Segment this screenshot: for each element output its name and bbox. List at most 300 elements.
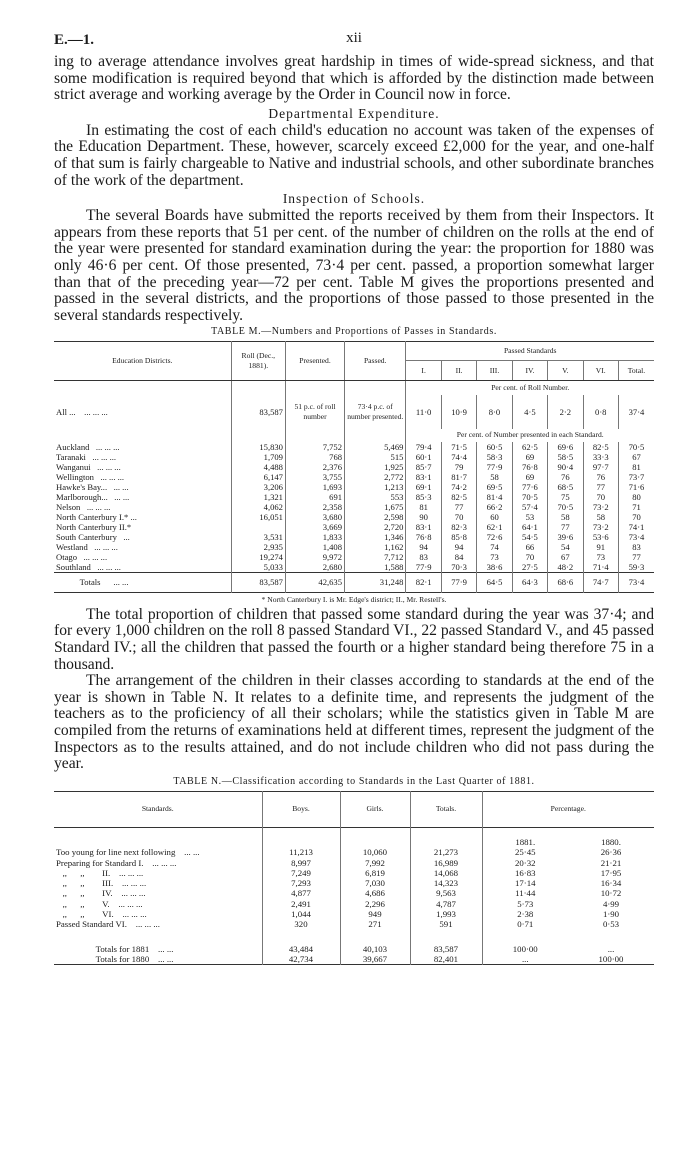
table-n-totals-1880-totals: 82,401 <box>410 954 482 965</box>
standard-percentage-1880: 1·90 <box>602 909 620 920</box>
table-m-std-header: Total. <box>618 361 654 381</box>
table-m-totals-value: 64·5 <box>477 572 512 592</box>
table-n-totals-1881-p1880: ... <box>607 943 615 954</box>
standard-percentage-1881: 0·71 <box>482 919 568 929</box>
district-name-cell <box>54 492 231 502</box>
standard-totals: 4,787 <box>410 899 482 909</box>
district-standard-value: 75 <box>548 492 583 502</box>
standard-percentage-1881: 5·73 <box>482 899 568 909</box>
leader-dots: ... ... ... <box>84 406 108 417</box>
district-standard-value: 54·5 <box>512 532 547 542</box>
district-roll: 2,935 <box>231 542 285 552</box>
district-standard-value: 57·4 <box>512 502 547 512</box>
table-m-header-presented: Presented. <box>285 342 344 381</box>
leader-dots: ... ... <box>158 953 174 964</box>
table-row <box>54 909 654 919</box>
district-presented: 691 <box>285 492 344 502</box>
leader-dots: ... ... <box>113 577 129 588</box>
district-roll: 5,033 <box>231 562 285 573</box>
table-n <box>54 791 654 965</box>
district-presented: 1,693 <box>285 482 344 492</box>
district-standard-value: 58 <box>548 512 583 522</box>
table-n-year-1881: 1881. <box>482 827 568 847</box>
district-name-cell <box>54 472 231 482</box>
leader-dots: ... ... <box>114 491 130 502</box>
paragraph-total-proportion: The total proportion of children that passed some standard during the year was 37·4; and for every 1,000 children on the roll 8 passed Standard VI., 22 passed Standard V., and 45 passed Standard IV.; all the children that passed the fourth or a higher standard being therefore 75 in a thousand. <box>54 605 654 673</box>
table-row <box>54 878 654 888</box>
district-name-cell <box>54 522 231 532</box>
district-name-cell <box>54 532 231 542</box>
district-standard-value: 76·8 <box>406 532 441 542</box>
table-m-all-value: 10·9 <box>441 395 476 429</box>
district-standard-value: 84 <box>441 552 476 562</box>
table-n-year-1880: 1880. <box>601 836 621 847</box>
district-standard-value: 66·2 <box>477 502 512 512</box>
district-name: Wellington <box>56 471 94 482</box>
table-row <box>54 542 654 552</box>
district-standard-value: 79 <box>441 462 476 472</box>
document-page <box>54 20 654 965</box>
standard-boys: 8,997 <box>262 858 340 868</box>
table-n-caption: TABLE N.—Classification according to Standards in the Last Quarter of 1881. <box>173 775 535 787</box>
district-standard-value: 59·3 <box>618 562 654 573</box>
report-code: E.—1. <box>54 32 95 48</box>
paragraph-expenditure: In estimating the cost of each child's education no account was taken of the expenses of the Education Department. These, however, scarcely exceed £2,000 for the year, and one-half of that sum is fairly chargeable to Native and industrial schools, and other subordinate branches of the work of the department. <box>54 121 654 189</box>
district-standard-value: 66 <box>512 542 547 552</box>
table-n-totals-1881-p1881: 100·00 <box>482 944 568 954</box>
standard-totals: 9,563 <box>410 888 482 898</box>
standard-totals: 14,323 <box>410 878 482 888</box>
standard-boys: 7,293 <box>262 878 340 888</box>
district-standard-value: 73 <box>477 552 512 562</box>
standard-label: ,, ,, V. <box>56 898 110 909</box>
table-m-subhead-roll: Per cent. of Roll Number. <box>406 381 654 395</box>
leader-dots: ... ... ... <box>86 501 111 512</box>
table-row <box>54 502 654 512</box>
standard-label: ,, ,, VI. <box>56 909 114 920</box>
district-standard-value: 70 <box>441 512 476 522</box>
district-name-cell <box>54 552 231 562</box>
district-standard-value: 77·9 <box>406 562 441 573</box>
table-m-header-passed-standards: Passed Standards <box>406 342 654 361</box>
district-standard-value: 72·6 <box>477 532 512 542</box>
table-row <box>54 899 654 909</box>
leader-dots: ... ... ... <box>100 471 125 482</box>
district-name-cell <box>54 452 231 462</box>
standard-totals: 16,989 <box>410 858 482 868</box>
standard-boys: 1,044 <box>262 909 340 919</box>
district-presented: 1,408 <box>285 542 344 552</box>
leader-dots: ... ... ... <box>119 867 144 878</box>
district-standard-value: 73·2 <box>583 502 618 512</box>
table-row <box>54 492 654 502</box>
table-m-header-passed: Passed. <box>345 342 406 381</box>
table-m-all-value: 37·4 <box>618 395 654 429</box>
leader-dots: ... ... ... <box>121 878 147 889</box>
district-standard-value: 77 <box>583 482 618 492</box>
table-m-header-roll: Roll (Dec., 1881). <box>231 342 285 381</box>
district-name-cell <box>54 502 231 512</box>
district-standard-value: 67 <box>548 552 583 562</box>
district-standard-value: 71·6 <box>618 482 654 492</box>
district-name: Taranaki <box>56 451 86 462</box>
district-standard-value: 76 <box>583 472 618 482</box>
district-standard-value: 62·5 <box>512 442 547 452</box>
district-passed: 1,162 <box>345 542 406 552</box>
standard-percentage-1880: 21·21 <box>600 857 622 868</box>
table-m-all-value: 0·8 <box>583 395 618 429</box>
district-standard-value: 71·4 <box>583 562 618 573</box>
table-n-totals-1881-girls: 40,103 <box>340 944 410 954</box>
district-name: Auckland <box>56 441 90 452</box>
district-standard-value: 81·7 <box>441 472 476 482</box>
standard-totals: 1,993 <box>410 909 482 919</box>
district-name: Nelson <box>56 501 81 512</box>
district-standard-value: 85·8 <box>441 532 476 542</box>
table-m-std-header: VI. <box>583 361 618 381</box>
table-m-footnote: * North Canterbury I. is Mr. Edge's district; II., Mr. Restell's. <box>261 594 447 604</box>
district-standard-value: 73·7 <box>618 472 654 482</box>
table-m-all-roll: 83,587 <box>231 395 285 429</box>
district-presented: 1,833 <box>285 532 344 542</box>
standard-percentage-1881: 25·45 <box>482 847 568 857</box>
standard-percentage-1881: 17·14 <box>482 878 568 888</box>
district-standard-value: 77 <box>441 502 476 512</box>
district-roll: 1,709 <box>231 452 285 462</box>
heading-departmental-expenditure: Departmental Expenditure. <box>268 105 440 121</box>
standard-label-cell <box>54 858 262 868</box>
standard-percentage-1881: 20·32 <box>482 858 568 868</box>
district-standard-value: 33·3 <box>583 452 618 462</box>
district-passed: 553 <box>345 492 406 502</box>
standard-percentage-1881: 11·44 <box>482 888 568 898</box>
district-standard-value: 85·3 <box>406 492 441 502</box>
district-name-cell <box>54 462 231 472</box>
leader-dots: ... ... ... <box>92 451 117 462</box>
table-n-header-boys: Boys. <box>262 791 340 827</box>
standard-percentage-1880: 17·95 <box>600 867 622 878</box>
standard-boys: 11,213 <box>262 847 340 857</box>
district-passed: 1,346 <box>345 532 406 542</box>
district-presented: 9,972 <box>285 552 344 562</box>
district-name-cell <box>54 542 231 552</box>
standard-percentage-1880: 16·34 <box>600 878 622 889</box>
district-standard-value: 67 <box>618 452 654 462</box>
district-passed: 1,213 <box>345 482 406 492</box>
table-m-all-value: 4·5 <box>512 395 547 429</box>
district-standard-value: 70·5 <box>512 492 547 502</box>
page-number: xii <box>346 30 362 46</box>
district-standard-value: 74·2 <box>441 482 476 492</box>
district-standard-value: 94 <box>441 542 476 552</box>
district-standard-value: 77·9 <box>477 462 512 472</box>
standard-totals: 21,273 <box>410 847 482 857</box>
standard-girls: 949 <box>340 909 410 919</box>
table-m-all-value: 8·0 <box>477 395 512 429</box>
standard-label: Passed Standard VI. <box>56 919 127 930</box>
district-passed: 1,675 <box>345 502 406 512</box>
table-m-totals-value: 74·7 <box>583 572 618 592</box>
district-standard-value: 54 <box>548 542 583 552</box>
table-n-totals-1881-boys: 43,484 <box>262 944 340 954</box>
district-standard-value: 58 <box>477 472 512 482</box>
district-presented: 2,680 <box>285 562 344 573</box>
district-passed: 2,598 <box>345 512 406 522</box>
table-n-totals-1881-label: Totals for 1881 <box>95 943 150 954</box>
standard-label-cell <box>54 909 262 919</box>
district-standard-value: 91 <box>583 542 618 552</box>
leader-dots: ... ... ... <box>122 909 147 920</box>
table-m-all-value: 11·0 <box>406 395 441 429</box>
district-standard-value: 90·4 <box>548 462 583 472</box>
standard-percentage-1880: 26·36 <box>600 847 622 858</box>
district-standard-value: 71·5 <box>441 442 476 452</box>
district-standard-value: 83 <box>618 542 654 552</box>
table-m-std-header: I. <box>406 361 441 381</box>
district-standard-value: 81 <box>618 462 654 472</box>
district-name: South Canterbury <box>56 531 117 542</box>
table-m-all-passed: 73·4 p.c. of number presented. <box>345 395 406 429</box>
district-name-cell <box>54 512 231 522</box>
table-row <box>54 442 654 452</box>
standard-label: Too young for line next following <box>56 847 176 858</box>
standard-boys: 320 <box>262 919 340 929</box>
district-name-cell <box>54 482 231 492</box>
district-name: Otago <box>56 551 78 562</box>
district-standard-value: 53·6 <box>583 532 618 542</box>
district-roll: 3,206 <box>231 482 285 492</box>
table-n-totals-1880-boys: 42,734 <box>262 954 340 965</box>
table-row <box>54 868 654 878</box>
standard-girls: 7,030 <box>340 878 410 888</box>
district-standard-value: 53 <box>512 512 547 522</box>
table-n-header-girls: Girls. <box>340 791 410 827</box>
paragraph-arrangement: The arrangement of the children in their classes according to standards at the end of the year is shown in Table N. It relates to a definite time, and represents the judgment of the teachers as to the proficiency of all their scholars; while the statistics given in Table M are compiled from the returns of examinations held at different times, represent the judgment of the Inspectors as to the results attained, and do not include children who did not pass during the year. <box>54 672 654 773</box>
leader-dots: ... ... ... <box>121 888 146 899</box>
table-m-all-value: 2·2 <box>548 395 583 429</box>
district-presented: 768 <box>285 452 344 462</box>
district-passed: 2,772 <box>345 472 406 482</box>
table-m-totals-value: 68·6 <box>548 572 583 592</box>
table-m-all-label: All ... <box>56 406 76 417</box>
district-name: Marlborough... <box>56 491 108 502</box>
district-passed: 515 <box>345 452 406 462</box>
district-standard-value: 90 <box>406 512 441 522</box>
district-standard-value: 81 <box>406 502 441 512</box>
table-m <box>54 341 654 593</box>
standard-percentage-1880: 0·53 <box>602 919 620 930</box>
district-roll: 4,488 <box>231 462 285 472</box>
standard-label-cell <box>54 868 262 878</box>
district-presented: 3,680 <box>285 512 344 522</box>
district-name: North Canterbury I.* ... <box>56 511 137 522</box>
leader-dots: ... ... ... <box>152 857 177 868</box>
table-n-rows <box>54 847 654 929</box>
district-roll: 16,051 <box>231 512 285 522</box>
district-roll: 1,321 <box>231 492 285 502</box>
table-row <box>54 482 654 492</box>
district-standard-value: 39·6 <box>548 532 583 542</box>
table-row <box>54 552 654 562</box>
leader-dots: ... ... <box>113 481 129 492</box>
district-presented: 2,376 <box>285 462 344 472</box>
standard-boys: 7,249 <box>262 868 340 878</box>
district-standard-value: 58·3 <box>477 452 512 462</box>
table-n-totals-1880-p1880: 100·00 <box>598 953 624 964</box>
table-row <box>54 512 654 522</box>
district-standard-value: 70 <box>512 552 547 562</box>
district-standard-value: 70 <box>583 492 618 502</box>
leader-dots: ... ... ... <box>97 561 121 572</box>
standard-totals: 14,068 <box>410 868 482 878</box>
table-m-totals-presented: 42,635 <box>285 572 344 592</box>
standard-label: ,, ,, II. <box>56 867 111 878</box>
district-standard-value: 74·4 <box>441 452 476 462</box>
table-n-totals-1880-label: Totals for 1880 <box>95 953 150 964</box>
district-name: Southland <box>56 561 91 572</box>
table-row <box>54 888 654 898</box>
table-m-header-district: Education Districts. <box>54 342 231 381</box>
standard-girls: 271 <box>340 919 410 929</box>
leader-dots: ... ... ... <box>83 551 108 562</box>
district-standard-value: 80 <box>618 492 654 502</box>
table-row <box>54 472 654 482</box>
leader-dots: ... ... ... <box>135 919 160 930</box>
district-standard-value: 77·6 <box>512 482 547 492</box>
standard-boys: 4,877 <box>262 888 340 898</box>
district-name: North Canterbury II.* <box>56 521 132 532</box>
district-standard-value: 71 <box>618 502 654 512</box>
standard-totals: 591 <box>410 919 482 929</box>
table-m-caption: TABLE M.—Numbers and Proportions of Passes in Standards. <box>211 326 497 338</box>
district-standard-value: 83 <box>406 552 441 562</box>
district-standard-value: 77 <box>618 552 654 562</box>
table-n-header-standards: Standards. <box>141 804 174 814</box>
district-standard-value: 70·5 <box>618 442 654 452</box>
district-presented: 7,752 <box>285 442 344 452</box>
paragraph-attendance: ing to average attendance involves great hardship in times of wide-spread sickness, and that some modification is required beyond that which is afforded by the distinction made between strict average and working average by the Order in Council now in force. <box>54 53 654 104</box>
district-standard-value: 70 <box>618 512 654 522</box>
leader-dots: ... <box>123 531 130 542</box>
district-standard-value: 60·5 <box>477 442 512 452</box>
district-name-cell <box>54 442 231 452</box>
table-row <box>54 532 654 542</box>
standard-label-cell <box>54 878 262 888</box>
table-m-totals-passed: 31,248 <box>345 572 406 592</box>
district-standard-value: 70·5 <box>548 502 583 512</box>
standard-label: Preparing for Standard I. <box>56 857 144 868</box>
standard-boys: 2,491 <box>262 899 340 909</box>
standard-label: ,, ,, III. <box>56 878 114 889</box>
district-roll <box>231 522 285 532</box>
table-row <box>54 858 654 868</box>
district-passed: 7,712 <box>345 552 406 562</box>
leader-dots: ... ... ... <box>94 541 118 552</box>
table-m-std-header: III. <box>477 361 512 381</box>
district-standard-value: 48·2 <box>548 562 583 573</box>
district-standard-value: 69·1 <box>406 482 441 492</box>
table-n-totals-1880-girls: 39,667 <box>340 954 410 965</box>
district-standard-value: 74·1 <box>618 522 654 532</box>
leader-dots: ... ... <box>158 943 174 954</box>
district-standard-value: 82·3 <box>441 522 476 532</box>
table-m-totals-value: 73·4 <box>618 572 654 592</box>
district-standard-value: 79·4 <box>406 442 441 452</box>
district-roll: 15,830 <box>231 442 285 452</box>
leader-dots: ... ... ... <box>95 441 120 452</box>
standard-percentage-1880: 10·72 <box>600 888 622 899</box>
district-passed: 5,469 <box>345 442 406 452</box>
table-row <box>54 452 654 462</box>
leader-dots: ... ... ... <box>118 898 143 909</box>
standard-percentage-1880: 4·99 <box>602 898 620 909</box>
district-standard-value: 69·6 <box>548 442 583 452</box>
heading-inspection-of-schools: Inspection of Schools. <box>282 191 426 207</box>
district-standard-value: 60·1 <box>406 452 441 462</box>
standard-label-cell <box>54 919 262 929</box>
table-row <box>54 522 654 532</box>
table-m-totals-label: Totals <box>79 577 101 588</box>
district-standard-value: 82·5 <box>441 492 476 502</box>
paragraph-inspection: The several Boards have submitted the reports received by them from their Inspectors. It appears from these reports that 51 per cent. of the number of children on the rolls at the end of the year were presented for standard examination during the year: the proportion for 1880 was only 46·6 per cent. Of those presented, 73·4 per cent. passed, a proportion somewhat larger than that of the preceding year—72 per cent. Table M gives the proportions presented and passed in the several districts, and the proportions of those passed to those presented in the several standards respectively. <box>54 207 654 324</box>
district-standard-value: 27·5 <box>512 562 547 573</box>
standard-girls: 4,686 <box>340 888 410 898</box>
table-m-totals-roll: 83,587 <box>231 572 285 592</box>
standard-girls: 7,992 <box>340 858 410 868</box>
district-standard-value: 58·5 <box>548 452 583 462</box>
standard-label: ,, ,, IV. <box>56 888 113 899</box>
table-m-std-header: II. <box>441 361 476 381</box>
table-n-header-totals: Totals. <box>410 791 482 827</box>
district-standard-value: 81·4 <box>477 492 512 502</box>
table-m-std-header: V. <box>548 361 583 381</box>
district-standard-value: 74 <box>477 542 512 552</box>
district-standard-value: 97·7 <box>583 462 618 472</box>
district-passed: 1,588 <box>345 562 406 573</box>
leader-dots: ... ... ... <box>97 461 121 472</box>
district-name: Wanganui <box>56 461 91 472</box>
table-row <box>54 562 654 573</box>
district-roll: 19,274 <box>231 552 285 562</box>
district-standard-value: 73·4 <box>618 532 654 542</box>
district-standard-value: 76 <box>548 472 583 482</box>
district-name: Westland <box>56 541 88 552</box>
district-name: Hawke's Bay... <box>56 481 108 492</box>
district-standard-value: 69 <box>512 472 547 482</box>
district-standard-value: 58 <box>583 512 618 522</box>
district-standard-value: 77 <box>548 522 583 532</box>
standard-label-cell <box>54 847 262 857</box>
table-m-all-presented: 51 p.c. of roll number <box>285 395 344 429</box>
standard-label-cell <box>54 888 262 898</box>
district-standard-value: 69 <box>512 452 547 462</box>
standard-girls: 10,060 <box>340 847 410 857</box>
district-name-cell <box>54 562 231 573</box>
district-standard-value: 70·3 <box>441 562 476 573</box>
district-standard-value: 82·5 <box>583 442 618 452</box>
district-standard-value: 69·5 <box>477 482 512 492</box>
district-standard-value: 73 <box>583 552 618 562</box>
district-passed: 1,925 <box>345 462 406 472</box>
district-passed: 2,720 <box>345 522 406 532</box>
table-m-totals-value: 64·3 <box>512 572 547 592</box>
district-standard-value: 68·5 <box>548 482 583 492</box>
table-m-totals-value: 77·9 <box>441 572 476 592</box>
standard-girls: 6,819 <box>340 868 410 878</box>
standard-percentage-1881: 2·38 <box>482 909 568 919</box>
district-presented: 2,358 <box>285 502 344 512</box>
district-roll: 3,531 <box>231 532 285 542</box>
